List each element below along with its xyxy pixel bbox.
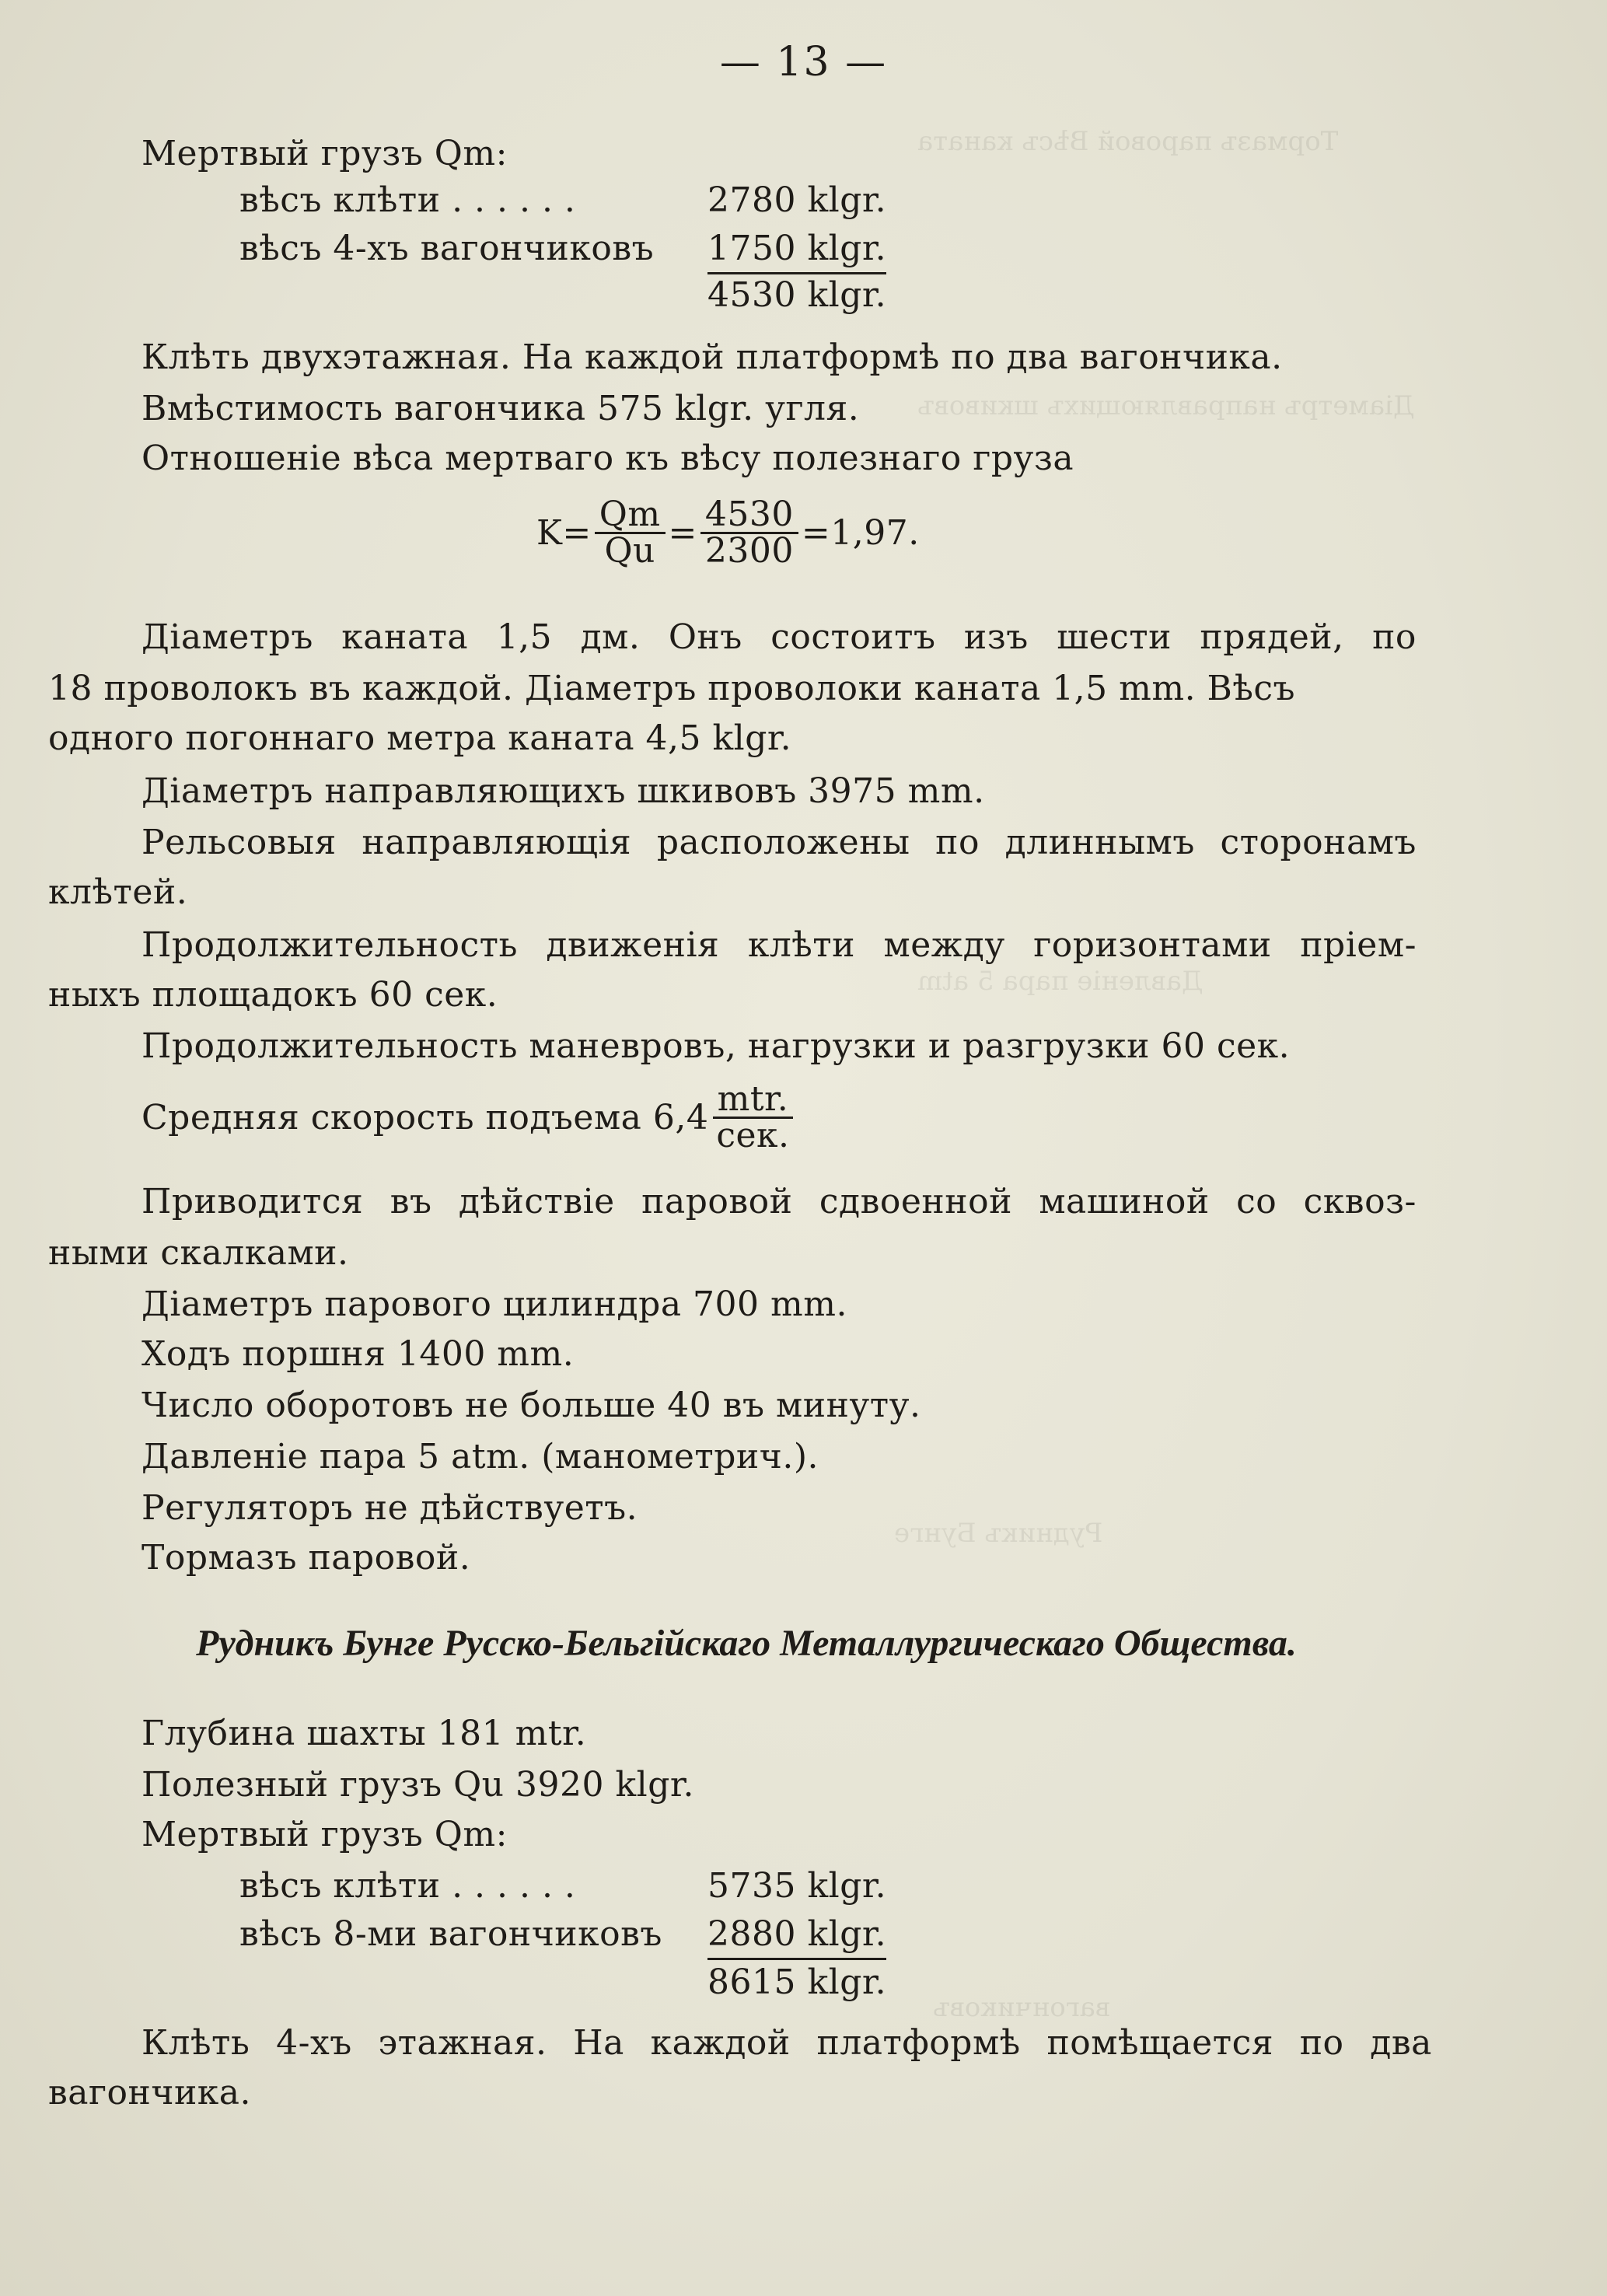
paragraph-rope-line1 bbox=[141, 616, 1417, 659]
formula-fraction-symbolic bbox=[595, 494, 666, 571]
paragraph-drive-line2: ными скалками. bbox=[48, 1233, 349, 1273]
formula-fraction-numeric bbox=[700, 494, 798, 571]
paragraph-cage-four-floor-line1 bbox=[141, 2022, 1432, 2065]
formula-denominator-qu: Qu bbox=[604, 531, 655, 571]
scanned-page: Тормазъ паровой Вѣсъ каната Діаметръ направляющихъ шкивовъ Давленіе пара 5 atm Рудникъ Бунге вагончиковъ — 13 — Мертвый грузъ Qm: вѣсъ клѣти . . . . . . 2780 klgr. вѣсъ 4-хъ вагончиковъ 1750 klgr. 4530 klgr. Клѣть двухэтажная. На каждой платформѣ по два вагончика. Вмѣстимость вагончика 575 klgr. угля. Отношеніе вѣса мертваго къ вѣсу полезнаго груза K= $\frac{Qm}{Qu}$ = $\frac{4530}{2300}$ =1,97. Діаметръ каната 1,5 дм. Онъ состоитъ изъ шести прядей, по 18 проволокъ въ каждой. Діаметръ проволоки каната 1,5 mm. Вѣсъ одного погоннаго метра каната 4,5 klgr. Діаметръ направляющихъ шкивовъ 3975 mm. Рельсовыя направляющія расположены по длиннымъ сторонамъ клѣтей. Продолжительность движенія клѣти между горизонтами пріем- ныхъ площадокъ 60 сек. Продолжительность маневровъ, нагрузки и разгрузки 60 сек. Средняя скорость подъема 6,4 $\frac{\text{mtr.}}{\text{сек.}}$ Приводится въ дѣйствіе паровой сдвоенной машиной со сквоз- ными скалками. Діаметръ парового цилиндра 700 mm. Ходъ поршня 1400 mm. Число оборотовъ не больше 40 въ минуту. Давленіе пара 5 atm. (манометрич.). Регуляторъ не дѣйствуетъ. Тормазъ паровой. Рудникъ Бунге Русско-Бельгійскаго Металлургическаго Общества. Глубина шахты 181 mtr. Полезный грузъ Qu 3920 klgr. Мертвый грузъ Qm: вѣсъ клѣти . . . . . . 5735 klgr. вѣсъ 8-ми вагончиковъ 2880 klgr. 8615 klgr. Клѣть 4-хъ этажная. На каждой платформѣ помѣщается по два вагончика. bbox=[0, 0, 1607, 2296]
cage-weight-label: вѣсъ клѣти . . . . . . bbox=[239, 180, 576, 220]
paragraph-sheave-diameter: Діаметръ направляющихъ шкивовъ 3975 mm. bbox=[141, 771, 985, 811]
total-weight-value: 4530 klgr. bbox=[707, 275, 887, 315]
cage-weight-value-2: 5735 klgr. bbox=[707, 1866, 887, 1906]
paragraph-cage-two-floor: Клѣть двухэтажная. На каждой платформѣ по два вагончика. bbox=[141, 337, 1283, 377]
formula-result: =1,97. bbox=[801, 512, 920, 553]
word: дѣйствіе bbox=[458, 1182, 615, 1221]
word: Приводится bbox=[141, 1182, 364, 1221]
paragraph-piston-stroke: Ходъ поршня 1400 mm. bbox=[141, 1334, 575, 1374]
cage-weight-value: 2780 klgr. bbox=[707, 180, 887, 220]
word: машиной bbox=[1039, 1182, 1210, 1221]
wagons-weight-value-2: 2880 klgr. bbox=[707, 1913, 886, 1960]
word: Діаметръ bbox=[141, 617, 313, 657]
word: направляющія bbox=[362, 823, 632, 862]
word: На bbox=[573, 2023, 624, 2063]
formula-numerator-qm: Qm bbox=[595, 498, 666, 534]
word: по bbox=[1299, 2023, 1344, 2063]
word: дм. bbox=[580, 617, 641, 657]
paragraph-rails-line2: клѣтей. bbox=[48, 872, 188, 912]
paragraph-rope-line3: одного погоннаго метра каната 4,5 klgr. bbox=[48, 718, 792, 758]
paragraph-revolutions: Число оборотовъ не больше 40 въ минуту. bbox=[141, 1386, 921, 1425]
word: между bbox=[883, 925, 1005, 965]
wagons-weight-value: 1750 klgr. bbox=[707, 227, 886, 274]
word: два bbox=[1370, 2023, 1432, 2063]
word: состоитъ bbox=[770, 617, 936, 657]
word: паровой bbox=[641, 1182, 793, 1221]
word: прядей, bbox=[1200, 617, 1344, 657]
paragraph-useful-load: Полезный грузъ Qu 3920 klgr. bbox=[141, 1765, 695, 1805]
dead-load-label: Мертвый грузъ Qm: bbox=[141, 134, 508, 173]
speed-unit-fraction bbox=[711, 1079, 794, 1155]
cage-weight-label-2: вѣсъ клѣти . . . . . . bbox=[239, 1866, 576, 1906]
ratio-formula bbox=[536, 494, 920, 571]
dead-load-label-2: Мертвый грузъ Qm: bbox=[141, 1815, 508, 1854]
wagons-weight-label: вѣсъ 4-хъ вагончиковъ bbox=[239, 229, 655, 268]
wagons-weight-label-2: вѣсъ 8-ми вагончиковъ bbox=[239, 1914, 662, 1954]
paragraph-weight-ratio: Отношеніе вѣса мертваго къ вѣсу полезнаго груза bbox=[141, 439, 1074, 478]
wagons-weight-value-wrap bbox=[707, 227, 886, 274]
word: 4-хъ bbox=[276, 2023, 352, 2063]
formula-lhs: K= bbox=[536, 512, 592, 553]
paragraph-regulator: Регуляторъ не дѣйствуетъ. bbox=[141, 1488, 638, 1528]
paragraph-cylinder-diameter: Діаметръ парового цилиндра 700 mm. bbox=[141, 1284, 847, 1324]
word: расположены bbox=[656, 823, 910, 862]
formula-equals: = bbox=[668, 512, 697, 553]
word: по bbox=[1372, 617, 1417, 657]
word: въ bbox=[390, 1182, 432, 1221]
word: пріем- bbox=[1300, 925, 1417, 965]
word: каждой bbox=[650, 2023, 791, 2063]
paragraph-cage-four-floor-line2: вагончика. bbox=[48, 2073, 252, 2113]
paragraph-shaft-depth: Глубина шахты 181 mtr. bbox=[141, 1714, 587, 1753]
formula-denominator-value: 2300 bbox=[704, 531, 794, 571]
section-heading-bunge-mine: Рудникъ Бунге Русско-Бельгійскаго Металлургическаго Общества. bbox=[196, 1623, 1297, 1664]
word: помѣщается bbox=[1046, 2023, 1273, 2063]
paragraph-rope-line2: 18 проволокъ въ каждой. Діаметръ проволоки каната 1,5 mm. Вѣсъ bbox=[48, 669, 1296, 708]
word: Онъ bbox=[668, 617, 742, 657]
paragraph-duration-line2: ныхъ площадокъ 60 сек. bbox=[48, 975, 498, 1015]
word: 1,5 bbox=[496, 617, 553, 657]
word: Рельсовыя bbox=[141, 823, 337, 862]
formula-numerator-value: 4530 bbox=[700, 498, 798, 534]
word: шести bbox=[1057, 617, 1172, 657]
word: сквоз- bbox=[1303, 1182, 1417, 1221]
paragraph-rails-line1 bbox=[141, 821, 1417, 865]
paragraph-average-speed bbox=[141, 1079, 798, 1155]
word: горизонтами bbox=[1033, 925, 1272, 965]
word: Клѣть bbox=[141, 2023, 250, 2063]
word: движенія bbox=[546, 925, 720, 965]
total-weight-value-2: 8615 klgr. bbox=[707, 1962, 887, 2002]
word: платформѣ bbox=[816, 2023, 1021, 2063]
paragraph-maneuvers: Продолжительность маневровъ, нагрузки и разгрузки 60 сек. bbox=[141, 1026, 1291, 1066]
paragraph-wagon-capacity: Вмѣстимость вагончика 575 klgr. угля. bbox=[141, 389, 860, 428]
word: Продолжительность bbox=[141, 925, 518, 965]
word: клѣти bbox=[747, 925, 855, 965]
speed-unit-denominator: сек. bbox=[716, 1116, 790, 1155]
word: по bbox=[935, 823, 980, 862]
speed-unit-numerator: mtr. bbox=[713, 1082, 794, 1119]
page-number: — 13 — bbox=[719, 39, 888, 86]
word: со bbox=[1236, 1182, 1277, 1221]
wagons-weight-value-wrap-2 bbox=[707, 1913, 886, 1960]
speed-label: Средняя скорость подъема 6,4 bbox=[141, 1097, 709, 1138]
word: этажная. bbox=[378, 2023, 547, 2063]
word: сторонамъ bbox=[1220, 823, 1417, 862]
paragraph-duration-line1 bbox=[141, 924, 1417, 967]
word: изъ bbox=[963, 617, 1029, 657]
word: сдвоенной bbox=[819, 1182, 1012, 1221]
word: каната bbox=[341, 617, 469, 657]
paragraph-brake: Тормазъ паровой. bbox=[141, 1538, 471, 1578]
word: длиннымъ bbox=[1004, 823, 1195, 862]
paragraph-steam-pressure: Давленіе пара 5 atm. (манометрич.). bbox=[141, 1437, 819, 1476]
paragraph-drive-line1 bbox=[141, 1180, 1417, 1224]
